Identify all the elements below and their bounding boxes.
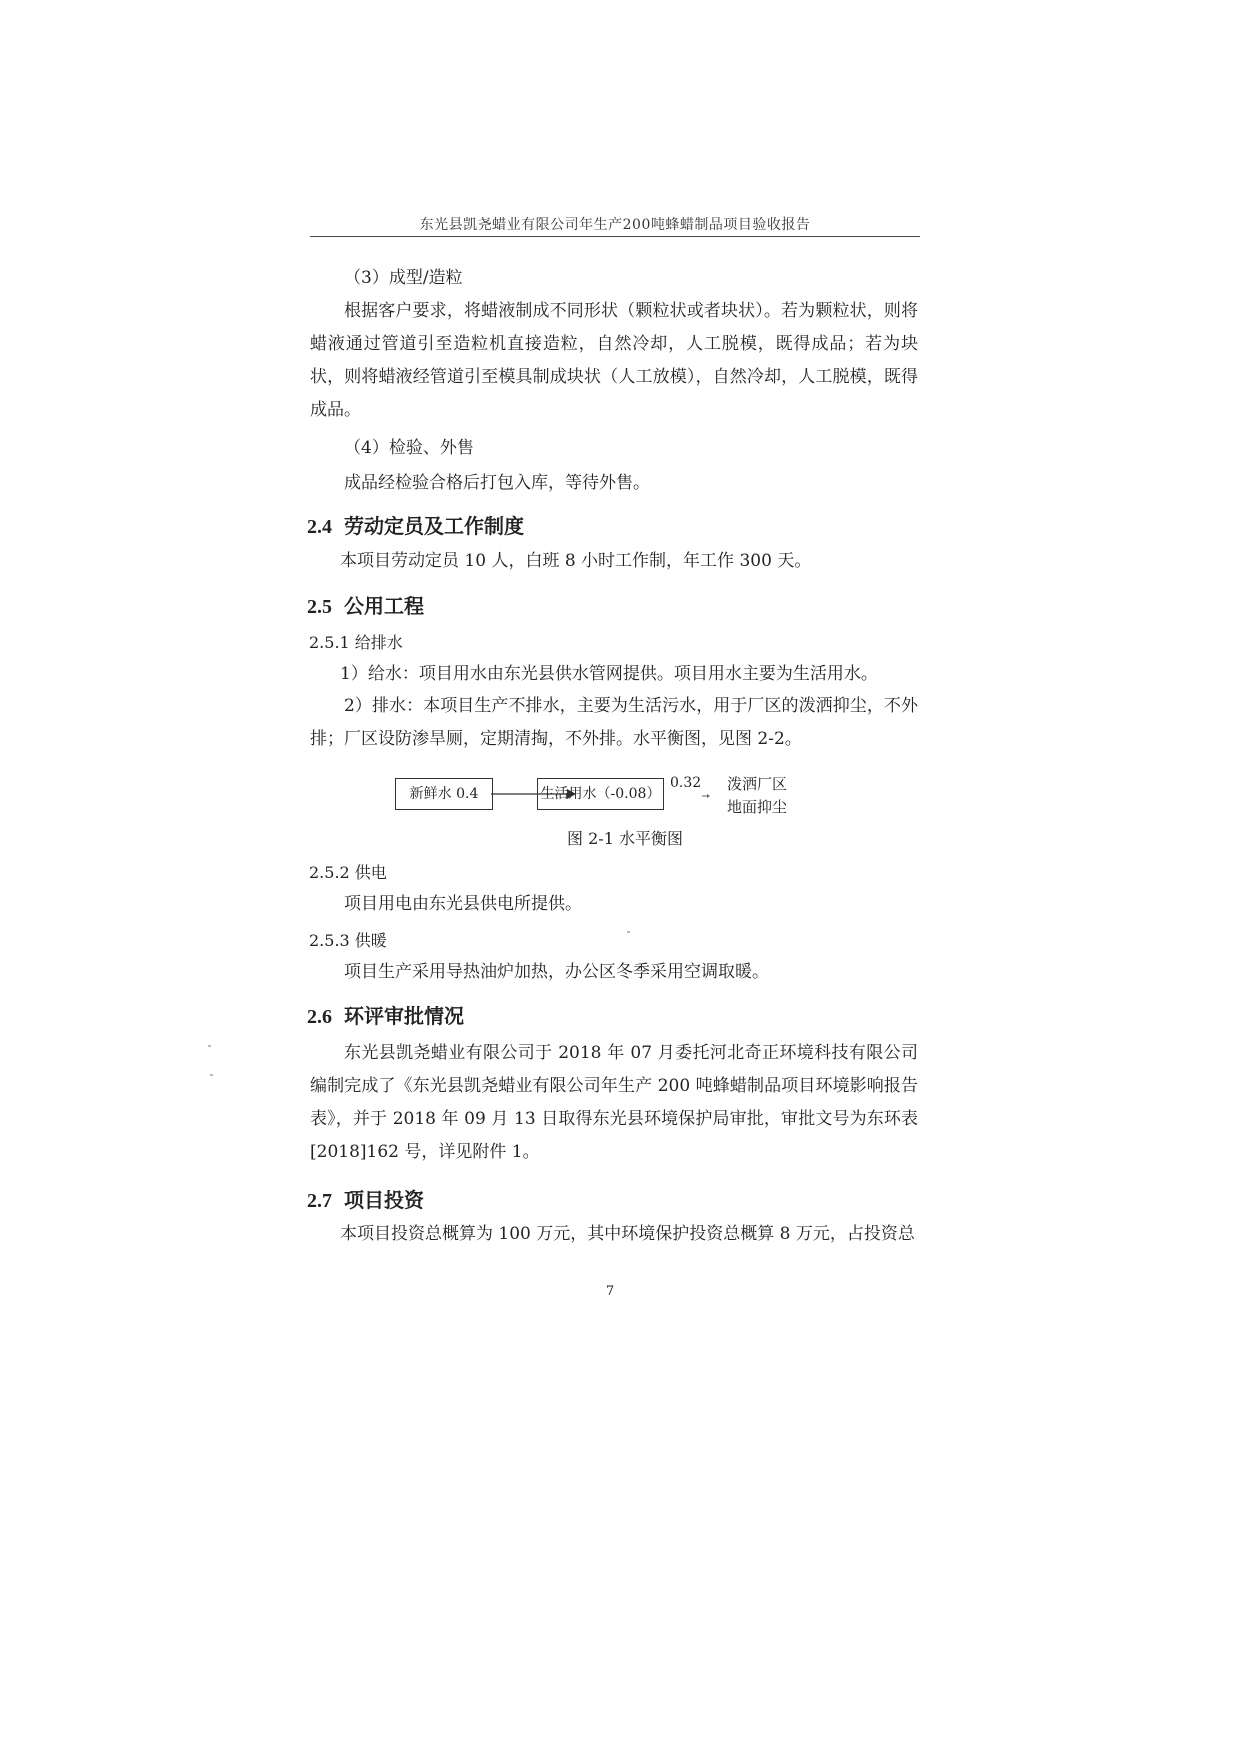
paragraph-2-4: 本项目劳动定员 10 人，白班 8 小时工作制，年工作 300 天。 (340, 551, 812, 571)
heading-number: 2.4 (307, 516, 332, 538)
figure-caption: 图 2-1 水平衡图 (567, 829, 683, 848)
heading-number: 2.7 (307, 1190, 332, 1212)
paragraph-investment: 本项目投资总概算为 100 万元，其中环境保护投资总概算 8 万元，占投资总 (340, 1224, 915, 1244)
heading-number: 2.6 (307, 1006, 332, 1028)
heading-2-5 (307, 590, 424, 619)
heading-2-5-2: 2.5.2 供电 (309, 863, 387, 882)
heading-number: 2.5 (307, 596, 332, 618)
heading-title: 公用工程 (344, 594, 424, 618)
heading-2-5-3: 2.5.3 供暖 (309, 931, 387, 950)
paragraph-power-supply: 项目用电由东光县供电所提供。 (344, 894, 582, 914)
heading-2-6 (307, 1000, 464, 1029)
heading-title: 劳动定员及工作制度 (344, 514, 524, 538)
scan-speck (627, 931, 630, 933)
domestic-water-box: 生活用水（-0.08） (537, 778, 664, 810)
subsection-4-body: 成品经检验合格后打包入库，等待外售。 (344, 473, 650, 493)
heading-2-7 (307, 1184, 424, 1213)
fresh-water-box: 新鲜水 0.4 (395, 778, 493, 810)
heading-title: 环评审批情况 (344, 1004, 464, 1028)
destination-line-1: 泼洒厂区 (727, 775, 788, 793)
heading-2-5-1: 2.5.1 给排水 (309, 633, 403, 652)
subsection-3-title: （3）成型/造粒 (344, 268, 463, 288)
arrow-icon (700, 792, 712, 800)
heading-title: 项目投资 (344, 1188, 424, 1212)
running-header: 东光县凯尧蜡业有限公司年生产200吨蜂蜡制品项目验收报告 (419, 217, 811, 233)
heading-2-4 (307, 510, 524, 539)
paragraph-drainage: 2）排水：本项目生产不排水，主要为生活污水，用于厂区的泼洒抑尘，不外排；厂区设防渗旱厕，定期清掏，不外排。水平衡图，见图 2-2。 (310, 696, 918, 749)
subsection-3-body: 根据客户要求，将蜡液制成不同形状（颗粒状或者块状）。若为颗粒状，则将蜡液通过管道引至造粒机直接造粒，自然冷却，人工脱模，既得成品；若为块状，则将蜡液经管道引至模具制成块状（人工放模），自然冷却，人工脱模，既得成品。 (310, 301, 918, 420)
discharge-value: 0.32 (670, 775, 702, 791)
paragraph-heating: 项目生产采用导热油炉加热，办公区冬季采用空调取暖。 (344, 962, 769, 982)
scan-speck (208, 1045, 211, 1047)
subsection-4-title: （4）检验、外售 (344, 438, 474, 458)
paragraph-eia-approval: 东光县凯尧蜡业有限公司于 2018 年 07 月委托河北奇正环境科技有限公司编制完成了《东光县凯尧蜡业有限公司年生产 200 吨蜂蜡制品项目环境影响报告表》，并于 2018 年 09 月 13 日取得东光县环境保护局审批，审批文号为东环表[2018]162 号，详见附件 1。 (310, 1043, 918, 1162)
page-number: 7 (605, 1284, 615, 1299)
paragraph-water-supply: 1）给水：项目用水由东光县供水管网提供。项目用水主要为生活用水。 (340, 664, 878, 684)
header-rule (310, 236, 920, 237)
scan-speck (210, 1074, 213, 1076)
destination-line-2: 地面抑尘 (727, 798, 788, 816)
